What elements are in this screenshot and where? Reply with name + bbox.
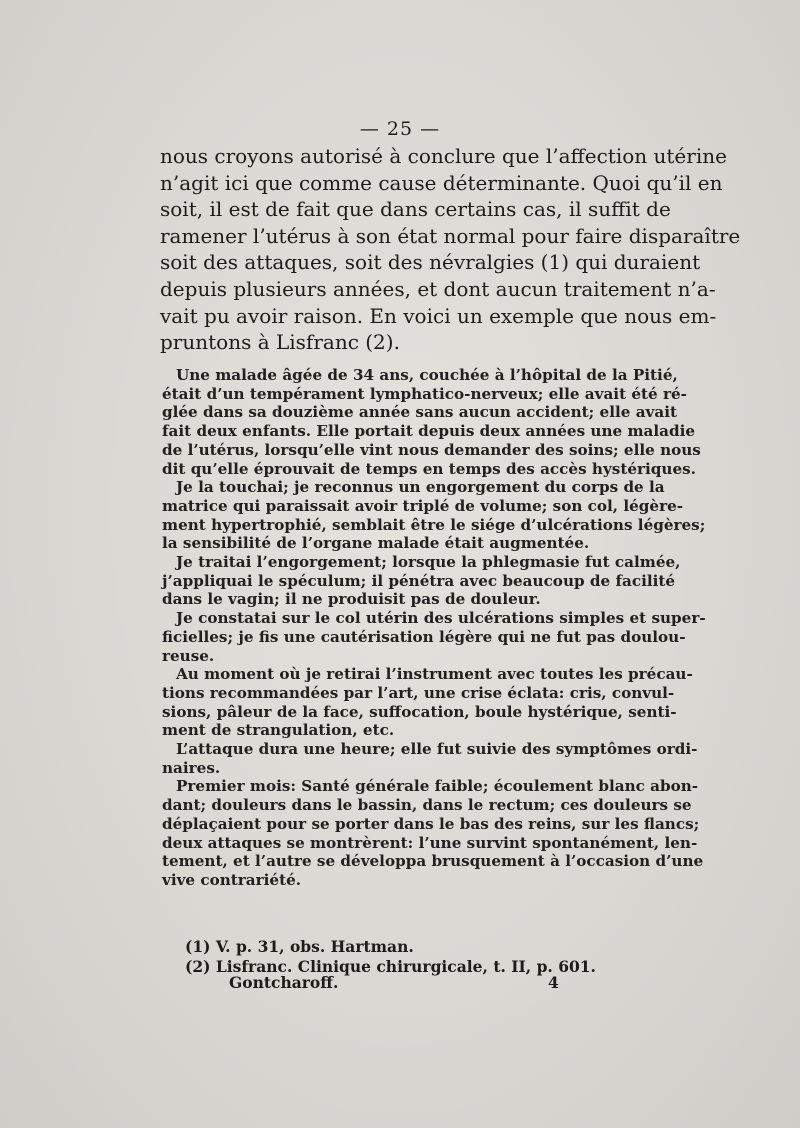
text-line: n’agit ici que comme cause déterminante. Quoi qu’il en: [160, 170, 723, 195]
observation-line: vive contrariété.: [162, 870, 302, 889]
observation-line: dant; douleurs dans le bassin, dans le rectum; ces douleurs se: [162, 796, 692, 815]
observation-line: glée dans sa douzième année sans aucun accident; elle avait: [162, 403, 677, 422]
observation-line: ment hypertrophié, semblait être le siége d’ulcérations légères;: [162, 515, 706, 534]
observation-line: L’attaque dura une heure; elle fut suivie des symptômes ordi-: [176, 740, 698, 759]
clinical-observation: [162, 366, 706, 890]
observation-line: deux attaques se montrèrent: l’une survint spontanément, len-: [162, 833, 698, 852]
footnotes: [185, 937, 596, 977]
text-line: ramener l’utérus à son état normal pour faire disparaître: [160, 223, 741, 248]
observation-line: ficielles; je fis une cautérisation légère qui ne fut pas doulou-: [162, 627, 686, 646]
observation-line: Je traitai l’engorgement; lorsque la phlegmasie fut calmée,: [176, 553, 681, 572]
observation-line: déplaçaient pour se porter dans le bas des reins, sur les flancs;: [162, 814, 700, 833]
signature-mark: Gontcharoff.: [229, 973, 339, 992]
observation-line: Je la touchai; je reconnus un engorgement du corps de la: [176, 478, 665, 497]
observation-line: était d’un tempérament lymphatico-nerveux; elle avait été ré-: [162, 384, 687, 403]
observation-line: reuse.: [162, 646, 215, 665]
text-line: soit, il est de fait que dans certains cas, il suffit de: [160, 197, 671, 222]
observation-line: tement, et l’autre se développa brusquement à l’occasion d’une: [162, 852, 704, 871]
text-line: nous croyons autorisé à conclure que l’affection utérine: [160, 144, 727, 168]
observation-line: ment de strangulation, etc.: [162, 721, 395, 740]
text-line: depuis plusieurs années, et dont aucun traitement n’a-: [160, 276, 716, 301]
observation-line: Au moment où je retirai l’instrument avec toutes les précau-: [176, 665, 693, 684]
observation-line: sions, pâleur de la face, suffocation, boule hystérique, senti-: [162, 702, 677, 721]
footnote: (1) V. p. 31, obs. Hartman.: [185, 937, 414, 956]
footnote: (2) Lisfranc. Clinique chirurgicale, t. II, p. 601.: [185, 957, 596, 976]
observation-line: j’appliquai le spéculum; il pénétra avec beaucoup de facilité: [162, 571, 676, 590]
observation-line: Je constatai sur le col utérin des ulcérations simples et super-: [176, 609, 706, 628]
observation-line: fait deux enfants. Elle portait depuis deux années une maladie: [162, 422, 696, 441]
text-line: pruntons à Lisfranc (2).: [160, 330, 400, 355]
text-line: vait pu avoir raison. En voici un exemple que nous em-: [160, 303, 717, 328]
main-paragraph: [160, 143, 741, 356]
observation-line: de l’utérus, lorsqu’elle vint nous demander des soins; elle nous: [162, 440, 701, 459]
observation-line: Une malade âgée de 34 ans, couchée à l’hôpital de la Pitié,: [176, 366, 678, 384]
observation-line: matrice qui paraissait avoir triplé de volume; son col, légère-: [162, 496, 684, 515]
observation-line: Premier mois: Santé générale faible; écoulement blanc abon-: [176, 777, 699, 796]
page-number: — 25 —: [359, 118, 441, 140]
observation-line: dans le vagin; il ne produisit pas de douleur.: [162, 590, 541, 609]
observation-line: la sensibilité de l’organe malade était augmentée.: [162, 534, 590, 553]
observation-line: naires.: [162, 758, 221, 777]
sheet-number: 4: [548, 973, 559, 992]
observation-line: dit qu’elle éprouvait de temps en temps des accès hystériques.: [162, 459, 696, 478]
text-line: soit des attaques, soit des névralgies (1) qui duraient: [160, 250, 701, 275]
observation-line: tions recommandées par l’art, une crise éclata: cris, convul-: [162, 683, 675, 702]
